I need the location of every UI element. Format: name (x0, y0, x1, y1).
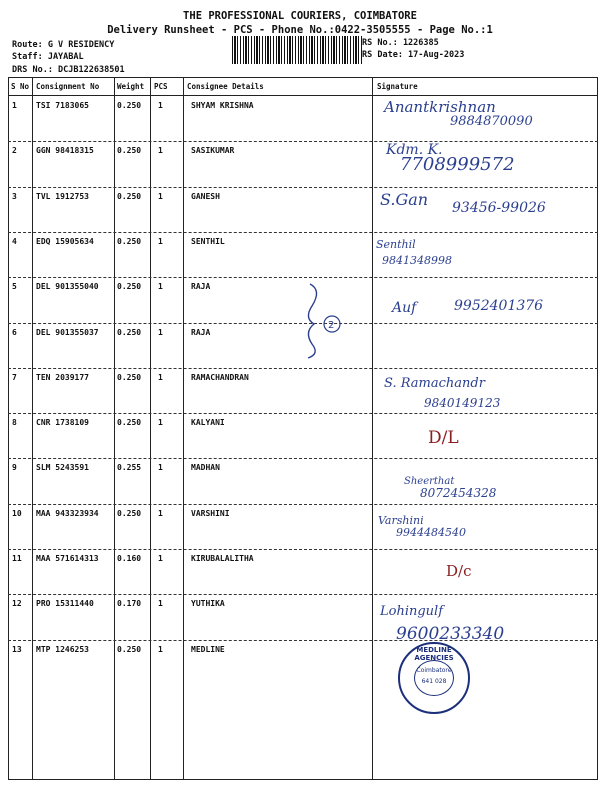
row-divider (8, 549, 598, 550)
row-consignment: TSI 7183065 (36, 101, 89, 110)
col-signature: Signature (377, 82, 418, 91)
col-pcs: PCS (154, 82, 168, 91)
row-consignment: DEL 901355037 (36, 327, 99, 337)
signature-scribble: Auf (392, 300, 417, 316)
signature-scribble: Kdm. K. (386, 142, 443, 158)
rs-number: RS No.: 1226385 (362, 38, 439, 48)
row-weight: 0.250 (117, 508, 142, 518)
signature-scribble: S. Ramachandr (384, 376, 485, 391)
row-consignment: PRO 15311440 (36, 599, 94, 609)
row-consignee: YUTHIKA (191, 599, 225, 609)
stamp-pin: 641 028 (421, 678, 447, 685)
stamp-city: Coimbatore (416, 667, 452, 674)
signature-scribble: Senthil (376, 238, 416, 251)
stamp-center (414, 660, 454, 696)
row-sno: 11 (12, 554, 22, 563)
row-pcs: 1 (158, 282, 163, 292)
col-weight: Weight (117, 82, 145, 91)
row-divider (8, 232, 598, 233)
row-weight: 0.160 (117, 554, 142, 563)
row-pcs: 1 (158, 146, 163, 156)
handwritten-remark: D/c (446, 562, 472, 580)
handwritten-phone: 93456-99026 (452, 200, 546, 216)
handwritten-phone: 9840149123 (424, 396, 501, 410)
row-sno: 8 (12, 418, 17, 428)
row-consignee: RAMACHANDRAN (191, 372, 249, 382)
row-sno: 9 (12, 463, 17, 473)
row-weight: 0.250 (117, 282, 142, 292)
row-sno: 2 (12, 146, 17, 156)
row-sno: 5 (12, 282, 17, 292)
row-sno: 7 (12, 372, 17, 382)
row-weight: 0.250 (117, 327, 142, 337)
row-weight: 0.250 (117, 236, 142, 246)
handwritten-phone: 8072454328 (420, 486, 497, 500)
row-weight: 0.250 (117, 101, 142, 110)
row-consignment: SLM 5243591 (36, 463, 89, 473)
signature-scribble: Lohingulf (380, 604, 444, 619)
row-weight: 0.255 (117, 463, 142, 473)
row-pcs: 1 (158, 191, 163, 201)
row-consignment: CNR 1738109 (36, 418, 89, 428)
row-sno: 12 (12, 599, 22, 609)
row-pcs: 1 (158, 327, 163, 337)
signature-scribble: S.Gan (380, 190, 429, 209)
drs-number: DRS No.: DCJB122638501 (12, 65, 125, 75)
row-consignment: MAA 943323934 (36, 508, 99, 518)
row-sno: 10 (12, 508, 22, 518)
handwritten-phone: 7708999572 (400, 154, 515, 175)
handwritten-phone: 9884870090 (450, 114, 533, 129)
handwritten-phone: 9944484540 (396, 526, 466, 539)
row-sno: 1 (12, 101, 17, 110)
row-consignee: SASIKUMAR (191, 146, 235, 156)
staff-label: Staff: JAYABAL (12, 52, 84, 62)
row-sno: 6 (12, 327, 17, 337)
signature-scribble: Varshini (378, 514, 424, 527)
row-consignment: EDQ 15905634 (36, 236, 94, 246)
row-divider (8, 187, 598, 188)
col-consignment: Consignment No (36, 82, 100, 91)
handwritten-phone: 9600233340 (396, 624, 505, 644)
row-consignee: GANESH (191, 191, 220, 201)
row-pcs: 1 (158, 418, 163, 428)
row-consignment: TEN 2039177 (36, 372, 89, 382)
row-pcs: 1 (158, 236, 163, 246)
row-divider (8, 141, 598, 142)
row-consignee: MADHAN (191, 463, 220, 473)
handwritten-phone: 9952401376 (454, 298, 544, 314)
row-pcs: 1 (158, 644, 163, 654)
row-consignment: MTP 1246253 (36, 644, 89, 654)
rs-date: RS Date: 17-Aug-2023 (362, 50, 465, 60)
row-divider (8, 368, 598, 369)
signature-scribble: Sheerthat (404, 476, 455, 487)
row-pcs: 1 (158, 463, 163, 473)
stamp-ring-text: MEDLINE AGENCIES (414, 646, 454, 662)
row-consignee: MEDLINE (191, 644, 225, 654)
row-divider (8, 640, 598, 641)
company-title: THE PROFESSIONAL COURIERS, COIMBATORE (183, 10, 417, 22)
col-details: Consignee Details (187, 82, 264, 91)
row-weight: 0.250 (117, 146, 142, 156)
row-sno: 13 (12, 644, 22, 654)
barcode (232, 36, 362, 64)
agency-stamp (398, 642, 470, 714)
row-weight: 0.250 (117, 372, 142, 382)
row-divider (8, 594, 598, 595)
row-consignee: RAJA (191, 282, 211, 292)
bracket-mark (292, 280, 352, 360)
row-weight: 0.250 (117, 191, 142, 201)
route-label: Route: G V RESIDENCY (12, 40, 115, 50)
row-consignment: GGN 98418315 (36, 146, 94, 156)
row-consignment: TVL 1912753 (36, 191, 89, 201)
row-divider (8, 458, 598, 459)
row-sno: 4 (12, 236, 17, 246)
runsheet-subtitle: Delivery Runsheet - PCS - Phone No.:0422-3505555 - Page No.:1 (107, 24, 493, 36)
row-consignee: RAJA (191, 327, 211, 337)
row-pcs: 1 (158, 101, 163, 110)
row-consignment: MAA 571614313 (36, 554, 99, 563)
handwritten-phone: 9841348998 (382, 254, 452, 267)
runsheet-table (8, 77, 598, 780)
row-pcs: 1 (158, 372, 163, 382)
row-pcs: 1 (158, 554, 163, 563)
bracket-count: 2 (328, 320, 335, 331)
row-divider (8, 413, 598, 414)
row-consignee: VARSHINI (191, 508, 230, 518)
row-consignee: KALYANI (191, 418, 225, 428)
row-divider (8, 504, 598, 505)
row-weight: 0.250 (117, 644, 142, 654)
row-consignee: SENTHIL (191, 236, 225, 246)
handwritten-remark: D/L (428, 428, 459, 448)
signature-scribble: Anantkrishnan (384, 98, 496, 116)
row-pcs: 1 (158, 599, 163, 609)
row-consignee: KIRUBALALITHA (191, 554, 254, 563)
row-divider (8, 277, 598, 278)
row-sno: 3 (12, 191, 17, 201)
col-sno: S No (11, 82, 30, 91)
row-weight: 0.170 (117, 599, 142, 609)
row-consignment: DEL 901355040 (36, 282, 99, 292)
row-pcs: 1 (158, 508, 163, 518)
row-consignee: SHYAM KRISHNA (191, 101, 254, 110)
row-weight: 0.250 (117, 418, 142, 428)
